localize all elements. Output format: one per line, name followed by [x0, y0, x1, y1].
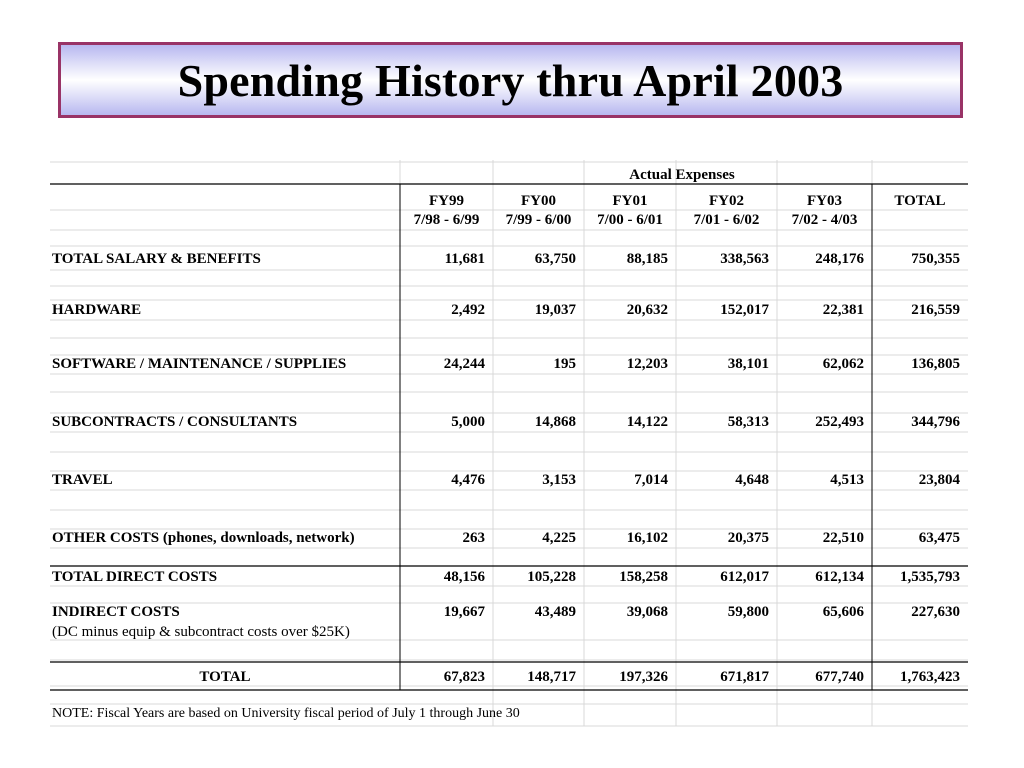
table-cell: 63,750: [534, 251, 576, 267]
slide-title: Spending History thru April 2003: [177, 54, 844, 106]
table-cell: 136,805: [911, 356, 960, 372]
table-cell: 88,185: [626, 251, 668, 267]
table-cell: 197,326: [619, 669, 668, 685]
column-header-fy: TOTAL: [894, 193, 946, 209]
spending-table: [50, 160, 968, 730]
table-cell: 248,176: [815, 251, 864, 267]
table-cell: 59,800: [727, 604, 769, 620]
table-cell: 48,156: [443, 569, 485, 585]
table-cell: 677,740: [815, 669, 864, 685]
column-header-period: 7/00 - 6/01: [597, 212, 663, 228]
table-cell: 62,062: [822, 356, 864, 372]
table-cell: 22,510: [822, 530, 864, 546]
table-cell: 338,563: [720, 251, 769, 267]
row-label: SOFTWARE / MAINTENANCE / SUPPLIES: [52, 356, 347, 372]
table-cell: 3,153: [542, 472, 576, 488]
table-cell: 195: [553, 356, 576, 372]
row-label: TRAVEL: [52, 472, 113, 488]
column-header-period: 7/99 - 6/00: [505, 212, 572, 228]
table-cell: 63,475: [918, 530, 960, 546]
table-cell: 263: [462, 530, 485, 546]
table-cell: 750,355: [911, 251, 960, 267]
table-cell: 4,476: [451, 472, 485, 488]
table-cell: 19,037: [534, 302, 576, 318]
column-header-fy: FY01: [612, 193, 648, 209]
table-cell: 24,244: [443, 356, 485, 372]
table-gridlines: [50, 160, 968, 730]
row-label: TOTAL SALARY & BENEFITS: [52, 251, 261, 267]
table-cell: 14,868: [534, 414, 576, 430]
row-label: TOTAL: [199, 669, 251, 685]
table-cell: 14,122: [626, 414, 668, 430]
row-label: HARDWARE: [52, 302, 142, 318]
table-cell: 20,632: [626, 302, 668, 318]
table-cell: 16,102: [626, 530, 668, 546]
table-cell: 1,535,793: [900, 569, 960, 585]
row-label: TOTAL DIRECT COSTS: [52, 569, 218, 585]
table-cell: 23,804: [918, 472, 960, 488]
row-label: INDIRECT COSTS: [52, 604, 180, 620]
column-header-period: 7/01 - 6/02: [693, 212, 760, 228]
column-header-fy: FY02: [709, 193, 744, 209]
table-cell: 19,667: [443, 604, 485, 620]
column-header-fy: FY03: [807, 193, 842, 209]
column-header-fy: FY00: [521, 193, 556, 209]
table-cell: 22,381: [822, 302, 864, 318]
row-sublabel: (DC minus equip & subcontract costs over $25K): [52, 624, 350, 640]
table-cell: 58,313: [727, 414, 769, 430]
table-cell: 152,017: [720, 302, 769, 318]
table-cell: 4,648: [735, 472, 769, 488]
table-cell: 5,000: [451, 414, 485, 430]
table-cell: 38,101: [727, 356, 769, 372]
table-cell: 2,492: [451, 302, 485, 318]
table-cell: 344,796: [911, 414, 960, 430]
table-cell: 227,630: [911, 604, 960, 620]
column-header-fy: FY99: [429, 193, 464, 209]
table-cell: 67,823: [443, 669, 485, 685]
table-cell: 105,228: [527, 569, 576, 585]
table-cell: 158,258: [619, 569, 668, 585]
column-header-period: 7/02 - 4/03: [791, 212, 858, 228]
table-cell: 216,559: [911, 302, 960, 318]
table-cell: 12,203: [626, 356, 668, 372]
table-cell: 671,817: [720, 669, 769, 685]
table-cell: 65,606: [822, 604, 864, 620]
table-cell: 252,493: [815, 414, 864, 430]
table-cell: 4,513: [830, 472, 864, 488]
row-label: OTHER COSTS (phones, downloads, network): [52, 530, 355, 546]
column-header-period: 7/98 - 6/99: [413, 212, 480, 228]
table-cell: 11,681: [444, 251, 485, 267]
footnote: NOTE: Fiscal Years are based on University fiscal period of July 1 through June 30: [52, 706, 520, 721]
table-cell: 4,225: [542, 530, 576, 546]
table-cell: 1,763,423: [900, 669, 960, 685]
table-cell: 39,068: [626, 604, 668, 620]
table-cell: 20,375: [727, 530, 769, 546]
title-banner: [58, 42, 963, 118]
group-header-actual-expenses: Actual Expenses: [629, 167, 735, 183]
table-cell: 612,134: [815, 569, 864, 585]
table-cell: 148,717: [527, 669, 576, 685]
table-cell: 43,489: [534, 604, 576, 620]
row-label: SUBCONTRACTS / CONSULTANTS: [52, 414, 298, 430]
table-cell: 612,017: [720, 569, 769, 585]
table-cell: 7,014: [634, 472, 668, 488]
